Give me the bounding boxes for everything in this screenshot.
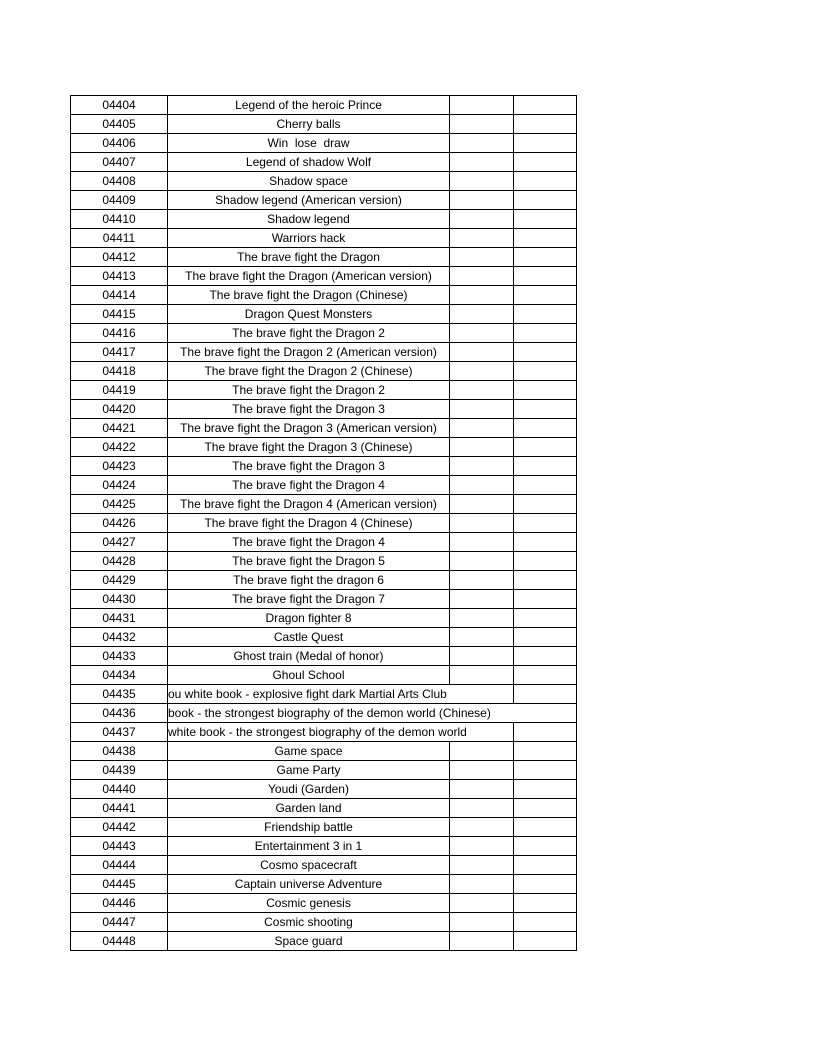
rom-id-cell: 04436 xyxy=(71,704,168,723)
empty-cell xyxy=(450,134,514,153)
empty-cell xyxy=(450,267,514,286)
empty-cell xyxy=(450,514,514,533)
game-title-cell: ou white book - explosive fight dark Martial Arts Club xyxy=(168,685,514,704)
table-row xyxy=(71,362,577,381)
rom-id-cell: 04430 xyxy=(71,590,168,609)
empty-cell xyxy=(450,742,514,761)
table-row xyxy=(71,172,577,191)
table-row xyxy=(71,704,577,723)
table-row xyxy=(71,210,577,229)
table-row xyxy=(71,229,577,248)
empty-cell xyxy=(450,818,514,837)
table-row xyxy=(71,115,577,134)
empty-cell xyxy=(514,685,577,704)
game-title-cell: Ghoul School xyxy=(168,666,450,685)
empty-cell xyxy=(514,267,577,286)
game-title-cell: Cosmo spacecraft xyxy=(168,856,450,875)
empty-cell xyxy=(514,647,577,666)
table-row xyxy=(71,381,577,400)
game-title-cell: Cosmic shooting xyxy=(168,913,450,932)
table-row xyxy=(71,305,577,324)
empty-cell xyxy=(450,666,514,685)
empty-cell xyxy=(450,476,514,495)
empty-cell xyxy=(450,438,514,457)
game-title-cell: Shadow legend xyxy=(168,210,450,229)
empty-cell xyxy=(450,305,514,324)
game-title-cell: The brave fight the Dragon 4 (American version) xyxy=(168,495,450,514)
empty-cell xyxy=(514,628,577,647)
table-row xyxy=(71,571,577,590)
table-row xyxy=(71,419,577,438)
empty-cell xyxy=(514,875,577,894)
table-row xyxy=(71,837,577,856)
game-title-cell: The brave fight the Dragon 4 xyxy=(168,476,450,495)
game-title-cell: Game space xyxy=(168,742,450,761)
empty-cell xyxy=(450,248,514,267)
game-title-cell: The brave fight the Dragon 2 xyxy=(168,381,450,400)
empty-cell xyxy=(514,248,577,267)
rom-id-cell: 04405 xyxy=(71,115,168,134)
empty-cell xyxy=(514,799,577,818)
table-row xyxy=(71,685,577,704)
table-row xyxy=(71,932,577,951)
empty-cell xyxy=(514,324,577,343)
rom-id-cell: 04432 xyxy=(71,628,168,647)
game-title-cell: Shadow space xyxy=(168,172,450,191)
rom-id-cell: 04404 xyxy=(71,96,168,115)
rom-table xyxy=(70,95,577,951)
game-title-cell: The brave fight the Dragon 4 (Chinese) xyxy=(168,514,450,533)
table-row xyxy=(71,894,577,913)
table-row xyxy=(71,818,577,837)
empty-cell xyxy=(514,172,577,191)
rom-id-cell: 04414 xyxy=(71,286,168,305)
empty-cell xyxy=(450,761,514,780)
rom-id-cell: 04447 xyxy=(71,913,168,932)
rom-id-cell: 04420 xyxy=(71,400,168,419)
empty-cell xyxy=(450,362,514,381)
table-row xyxy=(71,647,577,666)
table-row xyxy=(71,742,577,761)
empty-cell xyxy=(514,761,577,780)
empty-cell xyxy=(450,533,514,552)
game-title-cell: The brave fight the Dragon 3 (American version) xyxy=(168,419,450,438)
rom-id-cell: 04411 xyxy=(71,229,168,248)
empty-cell xyxy=(514,419,577,438)
game-title-cell: The brave fight the Dragon 3 xyxy=(168,400,450,419)
table-row xyxy=(71,723,577,742)
rom-id-cell: 04444 xyxy=(71,856,168,875)
table-row xyxy=(71,438,577,457)
empty-cell xyxy=(514,210,577,229)
empty-cell xyxy=(450,153,514,172)
empty-cell xyxy=(450,96,514,115)
empty-cell xyxy=(514,381,577,400)
empty-cell xyxy=(514,723,577,742)
game-title-cell: Legend of the heroic Prince xyxy=(168,96,450,115)
empty-cell xyxy=(514,400,577,419)
table-row xyxy=(71,590,577,609)
rom-id-cell: 04431 xyxy=(71,609,168,628)
table-row xyxy=(71,533,577,552)
rom-id-cell: 04448 xyxy=(71,932,168,951)
game-title-cell: Warriors hack xyxy=(168,229,450,248)
empty-cell xyxy=(450,191,514,210)
table-row xyxy=(71,799,577,818)
game-title-cell: The brave fight the dragon 6 xyxy=(168,571,450,590)
empty-cell xyxy=(450,115,514,134)
rom-id-cell: 04445 xyxy=(71,875,168,894)
empty-cell xyxy=(514,191,577,210)
empty-cell xyxy=(450,495,514,514)
empty-cell xyxy=(514,818,577,837)
rom-id-cell: 04412 xyxy=(71,248,168,267)
empty-cell xyxy=(514,514,577,533)
rom-id-cell: 04426 xyxy=(71,514,168,533)
game-title-cell: Ghost train (Medal of honor) xyxy=(168,647,450,666)
rom-id-cell: 04415 xyxy=(71,305,168,324)
game-title-cell: Friendship battle xyxy=(168,818,450,837)
empty-cell xyxy=(514,932,577,951)
empty-cell xyxy=(450,628,514,647)
rom-id-cell: 04418 xyxy=(71,362,168,381)
empty-cell xyxy=(450,552,514,571)
empty-cell xyxy=(450,457,514,476)
rom-id-cell: 04429 xyxy=(71,571,168,590)
game-title-cell: Dragon Quest Monsters xyxy=(168,305,450,324)
empty-cell xyxy=(450,343,514,362)
game-title-cell: Cherry balls xyxy=(168,115,450,134)
empty-cell xyxy=(514,571,577,590)
empty-cell xyxy=(450,172,514,191)
game-title-cell: Cosmic genesis xyxy=(168,894,450,913)
game-title-cell: Game Party xyxy=(168,761,450,780)
table-row xyxy=(71,856,577,875)
rom-id-cell: 04406 xyxy=(71,134,168,153)
table-row xyxy=(71,666,577,685)
game-title-cell: The brave fight the Dragon 2 xyxy=(168,324,450,343)
table-row xyxy=(71,913,577,932)
table-row xyxy=(71,780,577,799)
rom-id-cell: 04417 xyxy=(71,343,168,362)
table-row xyxy=(71,324,577,343)
empty-cell xyxy=(450,799,514,818)
empty-cell xyxy=(450,571,514,590)
rom-id-cell: 04434 xyxy=(71,666,168,685)
empty-cell xyxy=(514,457,577,476)
rom-id-cell: 04425 xyxy=(71,495,168,514)
rom-id-cell: 04435 xyxy=(71,685,168,704)
empty-cell xyxy=(514,115,577,134)
rom-id-cell: 04407 xyxy=(71,153,168,172)
empty-cell xyxy=(514,533,577,552)
game-title-cell: Win lose draw xyxy=(168,134,450,153)
table-row xyxy=(71,134,577,153)
rom-id-cell: 04443 xyxy=(71,837,168,856)
game-title-cell: The brave fight the Dragon 3 xyxy=(168,457,450,476)
rom-id-cell: 04441 xyxy=(71,799,168,818)
game-title-cell: The brave fight the Dragon (American version) xyxy=(168,267,450,286)
empty-cell xyxy=(450,210,514,229)
table-row xyxy=(71,248,577,267)
rom-id-cell: 04438 xyxy=(71,742,168,761)
empty-cell xyxy=(450,381,514,400)
empty-cell xyxy=(450,324,514,343)
rom-id-cell: 04446 xyxy=(71,894,168,913)
game-title-cell: Castle Quest xyxy=(168,628,450,647)
game-title-cell: The brave fight the Dragon 2 (Chinese) xyxy=(168,362,450,381)
table-row xyxy=(71,628,577,647)
rom-id-cell: 04439 xyxy=(71,761,168,780)
game-title-cell: The brave fight the Dragon 3 (Chinese) xyxy=(168,438,450,457)
game-title-cell: The brave fight the Dragon 5 xyxy=(168,552,450,571)
empty-cell xyxy=(450,400,514,419)
table-row xyxy=(71,400,577,419)
table-row xyxy=(71,286,577,305)
empty-cell xyxy=(450,590,514,609)
game-title-cell: Legend of shadow Wolf xyxy=(168,153,450,172)
rom-id-cell: 04440 xyxy=(71,780,168,799)
empty-cell xyxy=(514,913,577,932)
rom-id-cell: 04437 xyxy=(71,723,168,742)
table-row xyxy=(71,343,577,362)
empty-cell xyxy=(450,419,514,438)
empty-cell xyxy=(450,609,514,628)
rom-id-cell: 04416 xyxy=(71,324,168,343)
rom-id-cell: 04428 xyxy=(71,552,168,571)
empty-cell xyxy=(514,495,577,514)
game-title-cell: The brave fight the Dragon xyxy=(168,248,450,267)
game-title-cell: Shadow legend (American version) xyxy=(168,191,450,210)
empty-cell xyxy=(514,780,577,799)
empty-cell xyxy=(514,837,577,856)
table-row xyxy=(71,476,577,495)
empty-cell xyxy=(450,229,514,248)
game-title-cell: The brave fight the Dragon 4 xyxy=(168,533,450,552)
empty-cell xyxy=(514,305,577,324)
empty-cell xyxy=(450,894,514,913)
rom-id-cell: 04422 xyxy=(71,438,168,457)
game-title-cell: Captain universe Adventure xyxy=(168,875,450,894)
empty-cell xyxy=(450,837,514,856)
game-title-cell: Space guard xyxy=(168,932,450,951)
game-title-cell: white book - the strongest biography of the demon world xyxy=(168,723,514,742)
empty-cell xyxy=(450,286,514,305)
empty-cell xyxy=(450,780,514,799)
empty-cell xyxy=(514,343,577,362)
game-title-cell: The brave fight the Dragon 2 (American version) xyxy=(168,343,450,362)
table-row xyxy=(71,514,577,533)
empty-cell xyxy=(450,875,514,894)
empty-cell xyxy=(450,856,514,875)
empty-cell xyxy=(514,476,577,495)
rom-id-cell: 04419 xyxy=(71,381,168,400)
rom-id-cell: 04423 xyxy=(71,457,168,476)
empty-cell xyxy=(514,552,577,571)
table-row xyxy=(71,96,577,115)
rom-id-cell: 04409 xyxy=(71,191,168,210)
empty-cell xyxy=(514,362,577,381)
empty-cell xyxy=(450,932,514,951)
table-row xyxy=(71,191,577,210)
empty-cell xyxy=(514,856,577,875)
table-row xyxy=(71,552,577,571)
game-title-cell: Youdi (Garden) xyxy=(168,780,450,799)
table-row xyxy=(71,609,577,628)
empty-cell xyxy=(514,153,577,172)
table-row xyxy=(71,267,577,286)
empty-cell xyxy=(450,647,514,666)
empty-cell xyxy=(514,666,577,685)
empty-cell xyxy=(450,913,514,932)
rom-id-cell: 04410 xyxy=(71,210,168,229)
rom-id-cell: 04424 xyxy=(71,476,168,495)
game-title-cell: Dragon fighter 8 xyxy=(168,609,450,628)
table-row xyxy=(71,875,577,894)
empty-cell xyxy=(514,438,577,457)
empty-cell xyxy=(514,286,577,305)
table-row xyxy=(71,457,577,476)
empty-cell xyxy=(514,229,577,248)
rom-id-cell: 04413 xyxy=(71,267,168,286)
empty-cell xyxy=(514,742,577,761)
game-title-cell: Garden land xyxy=(168,799,450,818)
game-title-cell: The brave fight the Dragon 7 xyxy=(168,590,450,609)
game-title-cell: The brave fight the Dragon (Chinese) xyxy=(168,286,450,305)
rom-id-cell: 04433 xyxy=(71,647,168,666)
rom-id-cell: 04408 xyxy=(71,172,168,191)
game-title-cell: Entertainment 3 in 1 xyxy=(168,837,450,856)
rom-id-cell: 04421 xyxy=(71,419,168,438)
empty-cell xyxy=(514,609,577,628)
empty-cell xyxy=(514,96,577,115)
empty-cell xyxy=(514,134,577,153)
table-row xyxy=(71,495,577,514)
table-row xyxy=(71,153,577,172)
empty-cell xyxy=(514,590,577,609)
rom-id-cell: 04442 xyxy=(71,818,168,837)
game-title-cell: book - the strongest biography of the demon world (Chinese) xyxy=(168,704,577,723)
table-row xyxy=(71,761,577,780)
empty-cell xyxy=(514,894,577,913)
rom-id-cell: 04427 xyxy=(71,533,168,552)
